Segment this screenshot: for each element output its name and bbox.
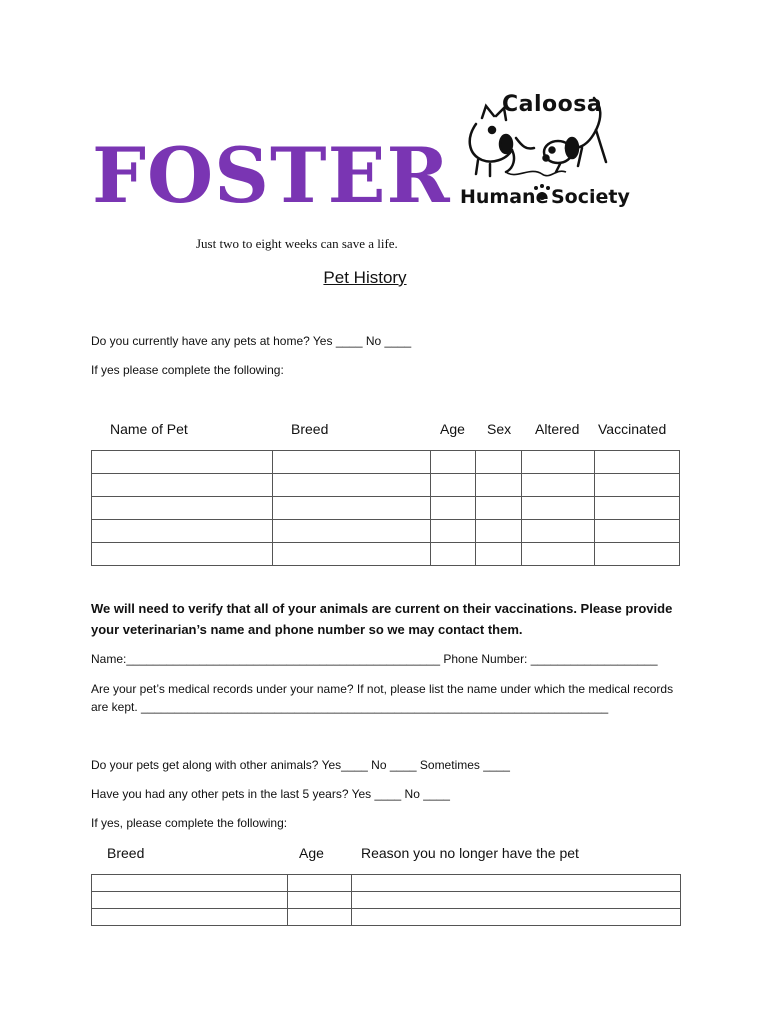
- table-cell[interactable]: [595, 497, 680, 520]
- logo-word-society: Society: [551, 186, 630, 208]
- header-past-age: Age: [299, 845, 324, 861]
- table-cell[interactable]: [273, 451, 431, 474]
- table-cell[interactable]: [352, 909, 681, 926]
- past-pets-table: [91, 874, 681, 926]
- table-cell[interactable]: [92, 892, 288, 909]
- header-altered: Altered: [535, 421, 580, 437]
- header-vaccinated: Vaccinated: [598, 421, 667, 437]
- table-cell[interactable]: [595, 474, 680, 497]
- table-cell[interactable]: [273, 520, 431, 543]
- table-row: [92, 543, 680, 566]
- header-sex: Sex: [487, 421, 512, 437]
- table-cell[interactable]: [273, 474, 431, 497]
- table-row: [92, 474, 680, 497]
- table-row: [92, 892, 681, 909]
- header-past-breed: Breed: [107, 845, 145, 861]
- table-cell[interactable]: [92, 909, 288, 926]
- vet-name-phone-field[interactable]: Name:_______________________________________________ Phone Number: ___________________: [91, 652, 658, 666]
- table-row: [92, 497, 680, 520]
- get-along-question[interactable]: Do your pets get along with other animals? Yes____ No ____ Sometimes ____: [91, 758, 510, 772]
- other-pets-question[interactable]: Have you had any other pets in the last 5 years? Yes ____ No ____: [91, 787, 450, 801]
- tagline: Just two to eight weeks can save a life.: [196, 236, 398, 251]
- table-cell[interactable]: [273, 497, 431, 520]
- section-title: Pet History: [323, 268, 407, 287]
- header-age: Age: [440, 421, 465, 437]
- if-yes-instruction: If yes please complete the following:: [91, 363, 284, 377]
- table-cell[interactable]: [522, 497, 595, 520]
- table-cell[interactable]: [431, 520, 476, 543]
- table-cell[interactable]: [476, 520, 522, 543]
- page-title: FOSTER: [92, 131, 451, 220]
- table-cell[interactable]: [476, 451, 522, 474]
- table-cell[interactable]: [431, 474, 476, 497]
- table-cell[interactable]: [595, 543, 680, 566]
- table-cell[interactable]: [92, 543, 273, 566]
- table-cell[interactable]: [92, 474, 273, 497]
- table-cell[interactable]: [595, 520, 680, 543]
- table-cell[interactable]: [92, 520, 273, 543]
- current-pets-table: [91, 450, 680, 566]
- table-cell[interactable]: [352, 892, 681, 909]
- table-row: [92, 451, 680, 474]
- table-cell[interactable]: [522, 520, 595, 543]
- table-row: [92, 909, 681, 926]
- header-breed: Breed: [291, 421, 329, 437]
- current-pets-question: Do you currently have any pets at home? Yes ____ No ____: [91, 334, 412, 348]
- table-cell[interactable]: [92, 875, 288, 892]
- table-cell[interactable]: [476, 474, 522, 497]
- table-row: [92, 875, 681, 892]
- logo-word-humane: Humane: [460, 186, 549, 208]
- table-cell[interactable]: [92, 451, 273, 474]
- logo-word-caloosa: Caloosa: [502, 92, 603, 117]
- table-cell[interactable]: [92, 497, 273, 520]
- table-cell[interactable]: [476, 497, 522, 520]
- table-cell[interactable]: [522, 543, 595, 566]
- table-cell[interactable]: [431, 497, 476, 520]
- table-cell[interactable]: [288, 909, 352, 926]
- header-name-of-pet: Name of Pet: [110, 421, 188, 437]
- header-reason: Reason you no longer have the pet: [361, 845, 579, 861]
- table-row: [92, 520, 680, 543]
- if-yes-instruction-2: If yes, please complete the following:: [91, 816, 288, 830]
- table-cell[interactable]: [431, 543, 476, 566]
- medical-records-question[interactable]: Are your pet’s medical records under your name? If not, please list the name under which the medical records are kept. ______________________________________________________________________: [91, 682, 674, 714]
- vaccination-verification-note: We will need to verify that all of your animals are current on their vaccinations. Please provide your veterinarian’s name and phone number so we may contact them.: [91, 601, 673, 637]
- table-cell[interactable]: [476, 543, 522, 566]
- table-cell[interactable]: [273, 543, 431, 566]
- table-cell[interactable]: [431, 451, 476, 474]
- table-cell[interactable]: [288, 892, 352, 909]
- table-cell[interactable]: [522, 474, 595, 497]
- table-cell[interactable]: [352, 875, 681, 892]
- table-cell[interactable]: [288, 875, 352, 892]
- table-cell[interactable]: [595, 451, 680, 474]
- table-cell[interactable]: [522, 451, 595, 474]
